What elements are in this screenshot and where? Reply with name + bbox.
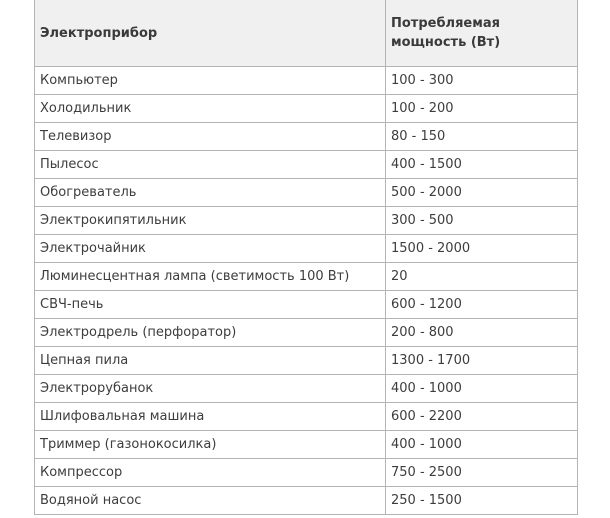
table-row [35, 291, 578, 319]
header-power-line1: Потребляемая [391, 16, 500, 31]
device-cell: Электродрель (перфоратор) [35, 319, 386, 347]
table-row [35, 151, 578, 179]
power-cell: 400 - 1500 [386, 151, 578, 179]
device-cell: Водяной насос [35, 487, 386, 515]
power-cell: 100 - 200 [386, 95, 578, 123]
power-cell: 1300 - 1700 [386, 347, 578, 375]
device-cell: СВЧ-печь [35, 291, 386, 319]
power-consumption-table [34, 0, 578, 515]
device-cell: Цепная пила [35, 347, 386, 375]
table-row [35, 487, 578, 515]
power-cell: 500 - 2000 [386, 179, 578, 207]
table-row [35, 207, 578, 235]
power-cell: 20 [386, 263, 578, 291]
power-cell: 750 - 2500 [386, 459, 578, 487]
device-cell: Пылесос [35, 151, 386, 179]
device-cell: Электрокипятильник [35, 207, 386, 235]
power-cell: 600 - 2200 [386, 403, 578, 431]
device-cell: Шлифовальная машина [35, 403, 386, 431]
power-cell: 200 - 800 [386, 319, 578, 347]
table-row [35, 375, 578, 403]
header-device [35, 0, 386, 67]
device-cell: Холодильник [35, 95, 386, 123]
header-device-label: Электроприбор [40, 25, 158, 41]
device-cell: Телевизор [35, 123, 386, 151]
power-cell: 1500 - 2000 [386, 235, 578, 263]
header-power-line2: мощность (Вт) [391, 35, 501, 50]
power-cell: 250 - 1500 [386, 487, 578, 515]
table-row [35, 179, 578, 207]
table-row [35, 123, 578, 151]
device-cell: Электрорубанок [35, 375, 386, 403]
power-cell: 400 - 1000 [386, 431, 578, 459]
table-row [35, 263, 578, 291]
header-power [386, 0, 578, 67]
power-cell: 300 - 500 [386, 207, 578, 235]
table-row [35, 431, 578, 459]
table-row [35, 95, 578, 123]
device-cell: Компьютер [35, 67, 386, 95]
power-cell: 100 - 300 [386, 67, 578, 95]
table-row [35, 459, 578, 487]
device-cell: Обогреватель [35, 179, 386, 207]
table-row [35, 235, 578, 263]
power-cell: 600 - 1200 [386, 291, 578, 319]
power-cell: 400 - 1000 [386, 375, 578, 403]
device-cell: Люминесцентная лампа (светимость 100 Вт) [35, 263, 386, 291]
device-cell: Компрессор [35, 459, 386, 487]
device-cell: Триммер (газонокосилка) [35, 431, 386, 459]
table-row [35, 403, 578, 431]
table-row [35, 319, 578, 347]
table-header-row [35, 0, 578, 67]
table-body [35, 67, 578, 515]
power-table-container [34, 0, 577, 515]
table-row [35, 67, 578, 95]
table-row [35, 347, 578, 375]
device-cell: Электрочайник [35, 235, 386, 263]
power-cell: 80 - 150 [386, 123, 578, 151]
